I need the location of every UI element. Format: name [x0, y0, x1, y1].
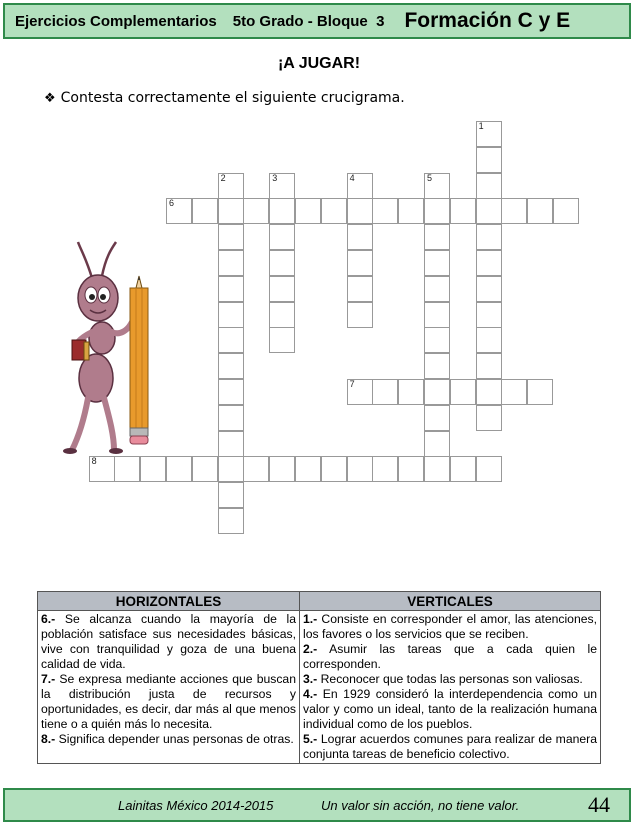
crossword-cell[interactable] — [476, 353, 502, 379]
crossword-cell[interactable] — [347, 250, 373, 276]
crossword-cell[interactable] — [218, 482, 244, 508]
page-title: ¡A JUGAR! — [277, 55, 361, 72]
crossword-cell[interactable] — [218, 173, 244, 199]
crossword-cell[interactable] — [192, 198, 218, 224]
crossword-cell[interactable] — [269, 276, 295, 302]
vertical-clues — [300, 611, 601, 764]
crossword-cell[interactable] — [476, 405, 502, 431]
crossword-cell[interactable] — [424, 224, 450, 250]
instruction — [44, 90, 405, 106]
crossword-cell[interactable] — [476, 250, 502, 276]
crossword-cell[interactable] — [347, 173, 373, 199]
clues-table — [37, 591, 601, 764]
crossword-cell[interactable] — [398, 379, 424, 405]
crossword-cell[interactable] — [166, 456, 192, 482]
crossword-cell[interactable] — [218, 276, 244, 302]
header-bar — [3, 3, 631, 39]
crossword-cell[interactable] — [295, 198, 321, 224]
crossword-cell[interactable] — [89, 456, 115, 482]
crossword-cell[interactable] — [476, 327, 502, 353]
cell-number: 6 — [169, 198, 175, 209]
crossword-cell[interactable] — [321, 456, 347, 482]
crossword-cell[interactable] — [424, 405, 450, 431]
clue-vertical-5: 5.- Lograr acuerdos comunes para realizar de manera conjunta tareas de beneficio colectivo. — [303, 732, 597, 761]
header-course: Formación C y E — [404, 9, 571, 32]
page-number: 44 — [588, 792, 610, 817]
crossword-cell[interactable] — [527, 198, 553, 224]
crossword-cell[interactable] — [347, 276, 373, 302]
crossword-cell[interactable] — [243, 198, 269, 224]
vertical-header: VERTICALES — [300, 592, 601, 611]
horizontal-clues — [38, 611, 300, 764]
crossword-cell[interactable] — [424, 379, 450, 405]
crossword-cell[interactable] — [269, 224, 295, 250]
crossword-cell[interactable] — [218, 302, 244, 328]
clue-horizontal-7: 7.- Se expresa mediante acciones que buscan la distribución justa de recursos y oportunidades, es decir, dar más al que menos tiene o a quién más lo necesita. — [41, 672, 296, 731]
diamond-bullet-icon: ❖ — [44, 91, 56, 106]
crossword-cell[interactable] — [424, 456, 450, 482]
crossword-cell[interactable] — [476, 147, 502, 173]
crossword-cell[interactable] — [347, 379, 373, 405]
crossword-cell[interactable] — [424, 327, 450, 353]
crossword-cell[interactable] — [347, 224, 373, 250]
cell-number: 5 — [427, 172, 433, 183]
crossword-cell[interactable] — [372, 456, 398, 482]
crossword-cell[interactable] — [347, 198, 373, 224]
footer-motto: Un valor sin acción, no tiene valor. — [321, 797, 520, 813]
crossword-cell[interactable] — [269, 302, 295, 328]
crossword-cell[interactable] — [114, 456, 140, 482]
clue-vertical-2: 2.- Asumir las tareas que a cada quien le corresponden. — [303, 642, 597, 671]
crossword-cell[interactable] — [424, 353, 450, 379]
crossword-cell[interactable] — [476, 198, 502, 224]
crossword-cell[interactable] — [424, 302, 450, 328]
crossword-cell[interactable] — [218, 508, 244, 534]
crossword-cell[interactable] — [321, 198, 347, 224]
crossword-cell[interactable] — [450, 379, 476, 405]
crossword-cell[interactable] — [527, 379, 553, 405]
crossword-cell[interactable] — [372, 379, 398, 405]
cell-number: 7 — [349, 379, 355, 389]
crossword-cell[interactable] — [347, 456, 373, 482]
crossword-cell[interactable] — [553, 198, 579, 224]
crossword-cell[interactable] — [424, 173, 450, 199]
crossword-cell[interactable] — [218, 250, 244, 276]
crossword-cell[interactable] — [476, 224, 502, 250]
crossword-cell[interactable] — [192, 456, 218, 482]
cell-number: 4 — [349, 172, 355, 183]
cell-number: 8 — [91, 456, 97, 467]
cell-number: 1 — [478, 121, 484, 131]
crossword-cell[interactable] — [218, 327, 244, 353]
clue-horizontal-8: 8.- Significa depender unas personas de otras. — [41, 732, 294, 746]
crossword-cell[interactable] — [218, 405, 244, 431]
crossword-cell[interactable] — [166, 198, 192, 224]
footer-bar — [3, 788, 631, 822]
crossword-cell[interactable] — [269, 327, 295, 353]
crossword-cell[interactable] — [347, 302, 373, 328]
clue-vertical-4: 4.- En 1929 consideró la interdependencia como un valor y como un ideal, tanto de la realización humana individual como de los pueblos. — [303, 687, 597, 731]
crossword-cell[interactable] — [398, 198, 424, 224]
crossword-cell[interactable] — [218, 379, 244, 405]
crossword-cell[interactable] — [476, 121, 502, 147]
crossword-cell[interactable] — [476, 302, 502, 328]
cell-number: 2 — [220, 172, 226, 183]
instruction-text: Contesta correctamente el siguiente crucigrama. — [60, 90, 405, 106]
crossword-cell[interactable] — [476, 456, 502, 482]
crossword-cell[interactable] — [424, 276, 450, 302]
crossword-cell[interactable] — [501, 379, 527, 405]
crossword-cell[interactable] — [476, 173, 502, 199]
crossword-cell[interactable] — [218, 198, 244, 224]
crossword-cell[interactable] — [476, 379, 502, 405]
crossword-cell[interactable] — [450, 456, 476, 482]
header-grade: 5to Grado - Bloque 3 — [232, 12, 385, 30]
crossword-cell[interactable] — [269, 173, 295, 199]
ant-mascot-icon — [58, 240, 168, 455]
crossword-cell[interactable] — [269, 198, 295, 224]
clue-vertical-3: 3.- Reconocer que todas las personas son valiosas. — [303, 672, 583, 686]
crossword-cell[interactable] — [218, 353, 244, 379]
crossword-cell[interactable] — [398, 456, 424, 482]
crossword-cell[interactable] — [269, 250, 295, 276]
crossword-cell[interactable] — [424, 198, 450, 224]
crossword-cell[interactable] — [218, 431, 244, 457]
crossword-cell[interactable] — [140, 456, 166, 482]
clue-vertical-1: 1.- Consiste en corresponder el amor, las atenciones, los favores o los servicios que se reciben. — [303, 612, 597, 641]
crossword-cell[interactable] — [424, 431, 450, 457]
cell-number: 3 — [272, 172, 278, 183]
crossword-cell[interactable] — [424, 250, 450, 276]
crossword-cell[interactable] — [295, 456, 321, 482]
crossword-cell[interactable] — [372, 198, 398, 224]
horizontal-header: HORIZONTALES — [38, 592, 300, 611]
clue-horizontal-6: 6.- Se alcanza cuando la mayoría de la población satisface sus necesidades básicas, vive con tranquilidad y goza de una buena calidad de vida. — [41, 612, 296, 671]
footer-credit: Lainitas México 2014-2015 — [118, 797, 274, 813]
crossword-cell[interactable] — [218, 224, 244, 250]
header-subject: Ejercicios Complementarios — [15, 12, 217, 30]
crossword-cell[interactable] — [501, 198, 527, 224]
crossword-cell[interactable] — [218, 456, 244, 482]
crossword-cell[interactable] — [243, 456, 269, 482]
crossword-cell[interactable] — [476, 276, 502, 302]
crossword-cell[interactable] — [269, 456, 295, 482]
crossword-cell[interactable] — [450, 198, 476, 224]
